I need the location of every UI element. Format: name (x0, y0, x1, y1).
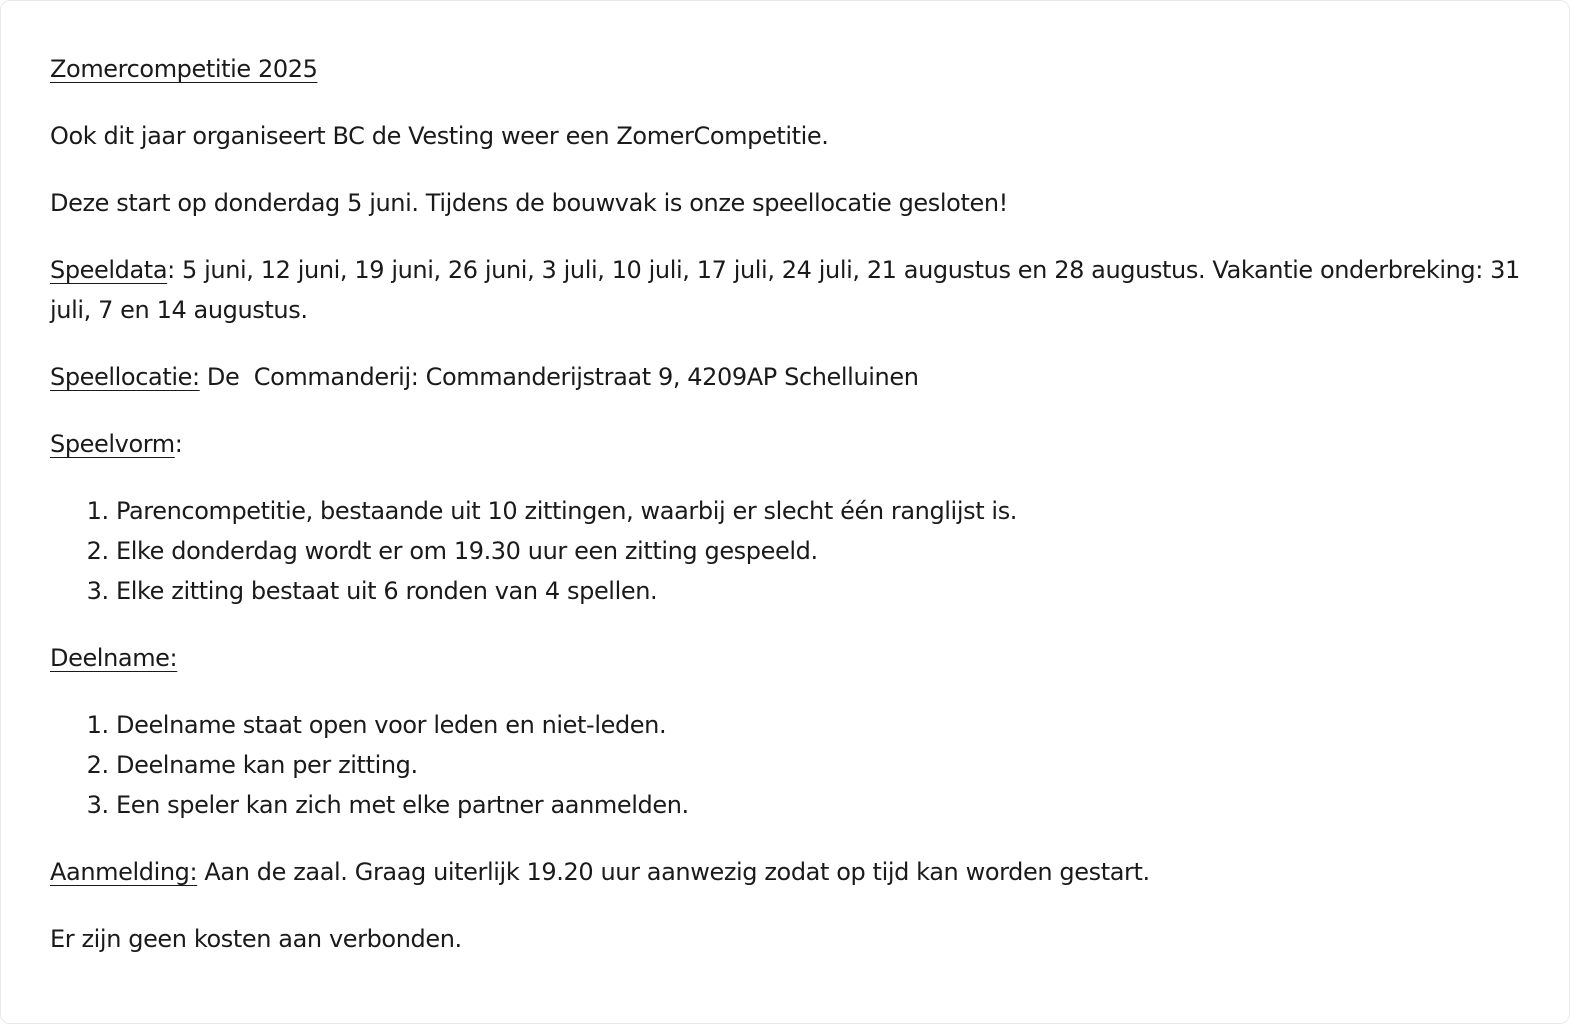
list-item: 2. Elke donderdag wordt er om 19.30 uur een zitting gespeeld. (116, 531, 1550, 571)
speelvorm-list (50, 491, 1550, 611)
list-item: 1. Deelname staat open voor leden en niet-leden. (116, 705, 1550, 745)
speellocatie-text: De Commanderij: Commanderijstraat 9, 4209AP Schelluinen (199, 363, 919, 391)
aanmelding-paragraph (50, 852, 1550, 892)
aanmelding-label: Aanmelding: (50, 858, 198, 886)
speellocatie-paragraph (50, 357, 1550, 397)
article-body (50, 49, 1550, 986)
page-title: Zomercompetitie 2025 (50, 55, 318, 83)
aanmelding-text: Aan de zaal. Graag uiterlijk 19.20 uur aanwezig zodat op tijd kan worden gestart. (197, 858, 1150, 886)
list-item: 1. Parencompetitie, bestaande uit 10 zittingen, waarbij er slecht één ranglijst is. (116, 491, 1550, 531)
speelvorm-label: Speelvorm (50, 430, 175, 458)
deelname-label: Deelname: (50, 644, 178, 672)
speeldata-paragraph (50, 250, 1550, 330)
start-paragraph: Deze start op donderdag 5 juni. Tijdens de bouwvak is onze speellocatie gesloten! (50, 189, 1008, 217)
kosten-paragraph: Er zijn geen kosten aan verbonden. (50, 925, 462, 953)
title-paragraph (50, 49, 1550, 89)
list-item: 2. Deelname kan per zitting. (116, 745, 1550, 785)
speellocatie-label: Speellocatie: (50, 363, 200, 391)
speelvorm-suffix: : (174, 430, 183, 458)
deelname-heading (50, 638, 1550, 678)
list-item: 3. Elke zitting bestaat uit 6 ronden van 4 spellen. (116, 571, 1550, 611)
deelname-list (50, 705, 1550, 825)
speelvorm-heading (50, 424, 1550, 464)
list-item: 3. Een speler kan zich met elke partner aanmelden. (116, 785, 1550, 825)
speeldata-text: : 5 juni, 12 juni, 19 juni, 26 juni, 3 juli, 10 juli, 17 juli, 24 juli, 21 augustus en 28 augustus. Vakantie onderbreking: 31 juli, 7 en 14 augustus. (50, 256, 1520, 324)
speeldata-label: Speeldata (50, 256, 168, 284)
intro-paragraph: Ook dit jaar organiseert BC de Vesting weer een ZomerCompetitie. (50, 122, 829, 150)
